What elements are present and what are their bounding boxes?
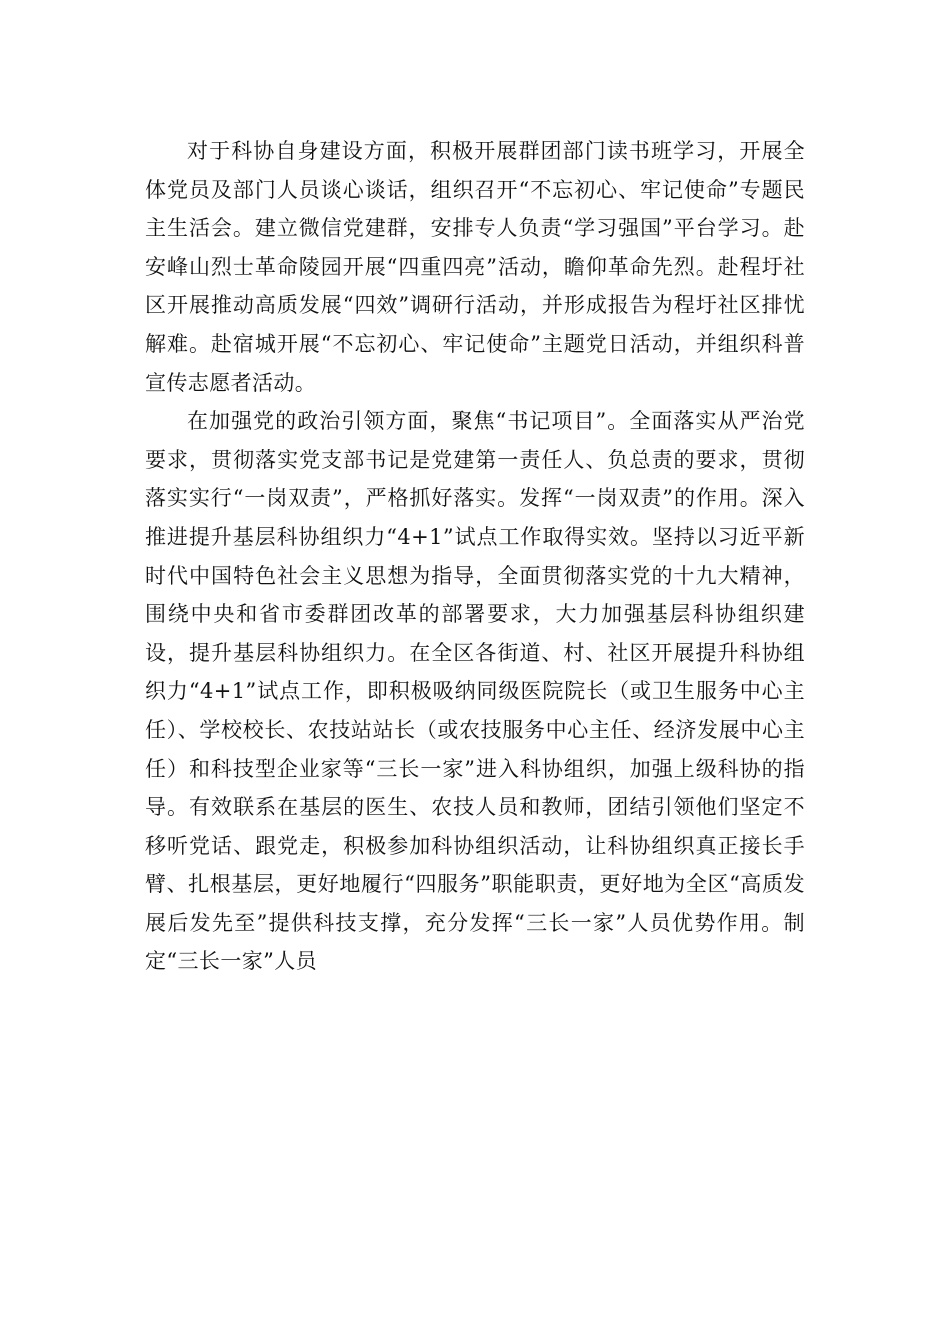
paragraph-political-leadership: 在加强党的政治引领方面，聚焦“书记项目”。全面落实从严治党要求，贯彻落实党支部书记是党建第一责任人、负总责的要求，贯彻落实实行“一岗双责”，严格抓好落实。发挥“一岗双责”的作用。深入推进提升基层科协组织力“4+1”试点工作取得实效。坚持以习近平新时代中国特色社会主义思想为指导，全面贯彻落实党的十九大精神，围绕中央和省市委群团改革的部署要求，大力加强基层科协组织建设，提升基层科协组织力。在全区各街道、村、社区开展提升科协组织力“4+1”试点工作，即积极吸纳同级医院院长（或卫生服务中心主任）、学校校长、农技站站长（或农技服务中心主任、经济发展中心主任）和科技型企业家等“三长一家”进入科协组织，加强上级科协的指导。有效联系在基层的医生、农技人员和教师，团结引领他们坚定不移听党话、跟党走，积极参加科协组织活动，让科协组织真正接长手臂、扎根基层，更好地履行“四服务”职能职责，更好地为全区“高质发展后发先至”提供科技支撑，充分发挥“三长一家”人员优势作用。制定“三长一家”人员 bbox=[145, 409, 805, 974]
paragraph-self-building: 对于科协自身建设方面，积极开展群团部门读书班学习，开展全体党员及部门人员谈心谈话，组织召开“不忘初心、牢记使命”专题民主生活会。建立微信党建群，安排专人负责“学习强国”平台学习。赴安峰山烈士革命陵园开展“四重四亮”活动，瞻仰革命先烈。赴程圩社区开展推动高质发展“四效”调研行活动，并形成报告为程圩社区排忧解难。赴宿城开展“不忘初心、牢记使命”主题党日活动，并组织科普宣传志愿者活动。 bbox=[145, 139, 805, 395]
document-body bbox=[145, 132, 805, 981]
